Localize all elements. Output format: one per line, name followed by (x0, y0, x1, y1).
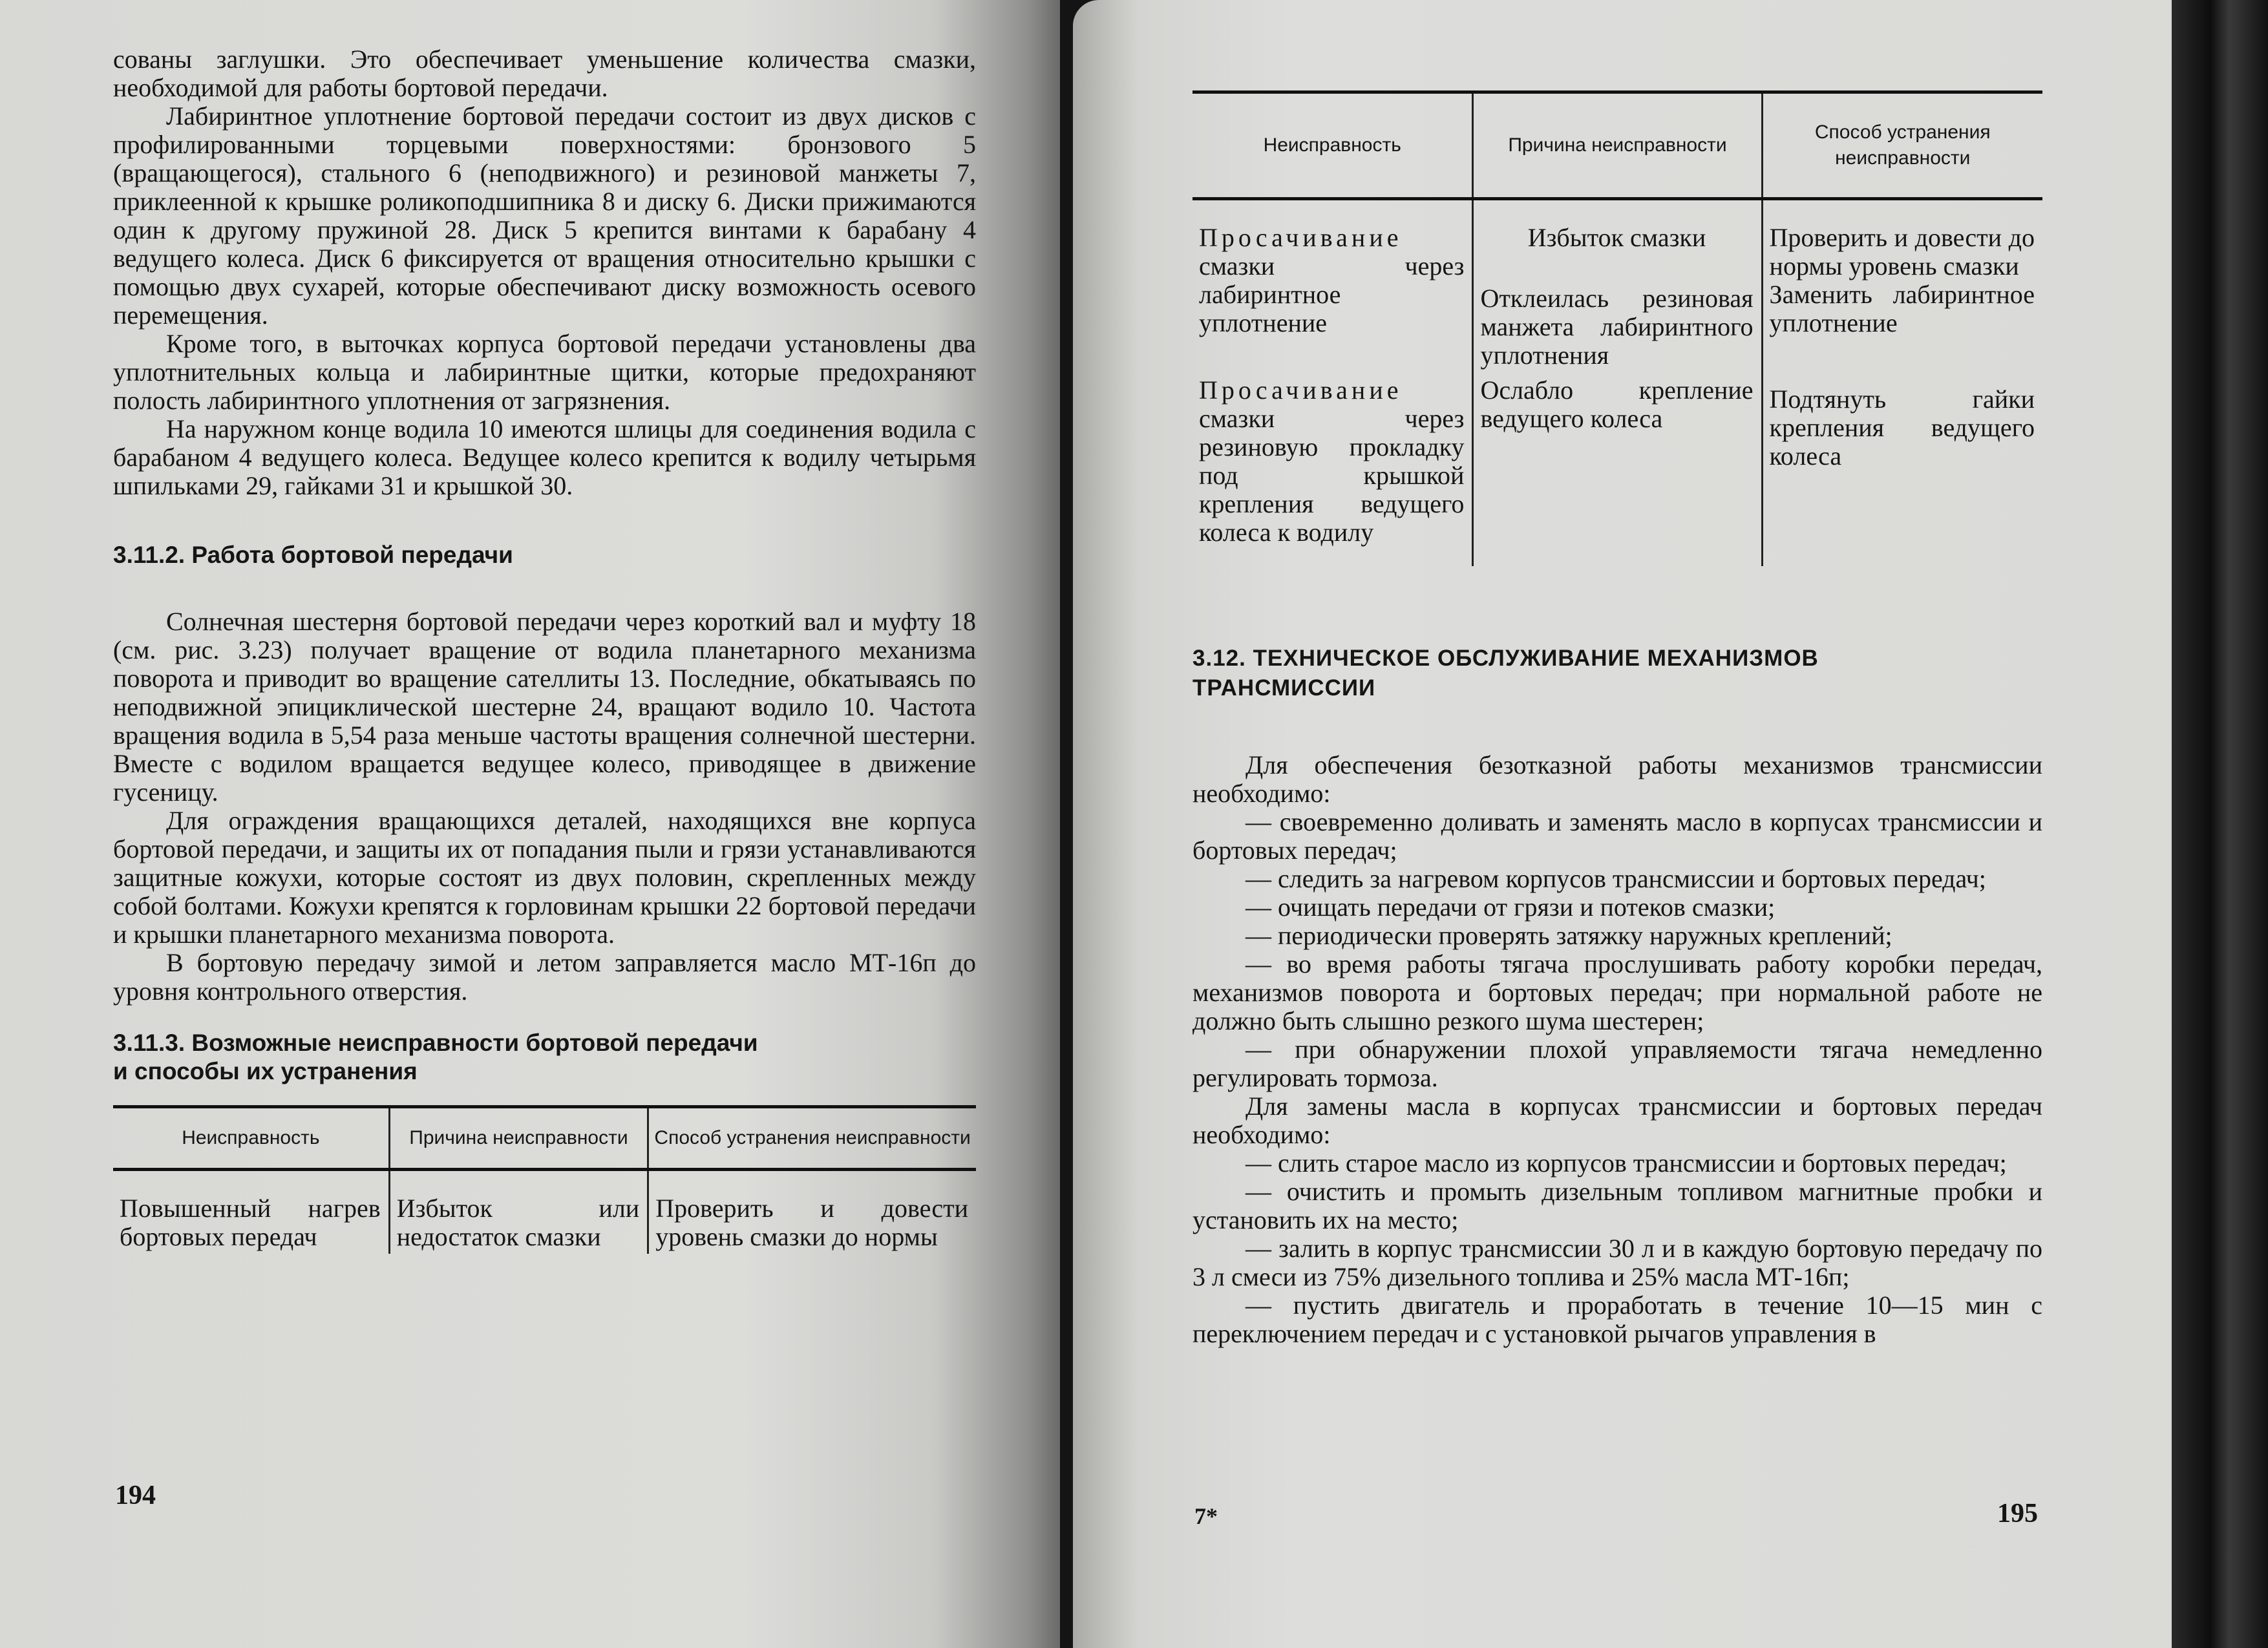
remedy-b: Заменить лабиринтное уплотнение (1769, 280, 2035, 337)
table-header-row (113, 1107, 976, 1170)
cell-remedy: Проверить и довести уровень смазки до нормы (648, 1170, 976, 1254)
signature-mark: 7* (1194, 1503, 1218, 1529)
list-item: — следить за нагревом корпусов трансмиссии и бортовых передач; (1245, 864, 1986, 893)
fault-rest: смазки через резиновую прокладку под крышкой крепления ведущего колеса к водилу (1199, 404, 1465, 547)
section-heading-3-11-3-line1: 3.11.3. Возможные неисправности бортовой передачи (113, 1030, 758, 1056)
remedy-a: Проверить и довести до нормы уровень смазки (1769, 223, 2035, 280)
table-header-row (1192, 92, 2042, 199)
faults-table-right (1192, 90, 2042, 566)
cell-cause (1473, 199, 1762, 373)
cell-cause: Ослабло крепление ведущего колеса (1473, 372, 1762, 566)
list-item: — во время работы тягача прослушивать работу коробки передач, механизмов поворота и бортовых передач; при нормальной работе не должно быть слышно резкого шума шестерен; (1192, 949, 2042, 1035)
list-item: — залить в корпус трансмиссии 30 л и в каждую бортовую передачу по 3 л смеси из 75% дизельного топлива и 25% масла МТ-16п; (1192, 1234, 2042, 1291)
table-row (1192, 372, 2042, 566)
section-heading-3-11-3-line2: и способы их устранения (113, 1058, 418, 1084)
paragraph-oil-filling: В бортовую передачу зимой и летом заправляется масло МТ-16п до уровня контрольного отверстия. (113, 948, 976, 1006)
section-heading-3-12 (1192, 644, 2042, 703)
paragraph-protective-covers: Для ограждения вращающихся деталей, находящихся вне корпуса бортовой передачи, и защиты их от попадания пыли и грязи устанавливаются защитные кожухи, которые состоят из двух половин, скрепленных между собой болтами. Кожухи крепятся к горловинам крышки 22 бортовой передачи и крышки планетарного механизма поворота. (113, 806, 976, 949)
table-row (1192, 199, 2042, 373)
paragraph-operation: Солнечная шестерня бортовой передачи через короткий вал и муфту 18 (см. рис. 3.23) получает вращение от водила планетарного механизма поворота и приводит во вращение сателлиты 13. Последние, обкатываясь по неподвижной эпициклической шестерне 24, вращают водило 10. Частота вращения водила в 5,54 раза меньше частоты вращения солнечной шестерни. Вместе с водилом вращается ведущее колесо, приводящее в движение гусеницу. (113, 607, 976, 807)
paragraph-oil-change-intro: Для замены масла в корпусах трансмиссии и бортовых передач необходимо: (1192, 1092, 2042, 1149)
left-page-text-column (113, 45, 976, 1254)
header-fault: Неисправность (113, 1107, 389, 1170)
paragraph-labyrinth-seal: Лабиринтное уплотнение бортовой передачи состоит из двух дисков с профилированными торцевыми поверхностями: бронзового 5 (вращающегося), стального 6 (неподвижного) и резиновой манжеты 7, приклеенной к крышке роликоподшипника 8 и диску 6. Диски прижимаются один к другому пружиной 28. Диск 5 крепится винтами к барабану 4 ведущего колеса. Диск 6 фиксируется от вращения относительно крышки с помощью двух сухарей, которые обеспечивают диску возможность осевого перемещения. (113, 101, 976, 330)
cell-remedy: Подтянуть гайки крепления ведущего колеса (1762, 372, 2042, 566)
paragraph-maintenance-intro: Для обеспечения безотказной работы механизмов трансмиссии необходимо: (1192, 750, 2042, 808)
cell-remedy (1762, 199, 2042, 373)
section-heading-3-11-2: 3.11.2. Работа бортовой передачи (113, 542, 513, 568)
fault-spaced-word: Просачивание (1199, 375, 1403, 405)
list-item: — своевременно доливать и заменять масло в корпусах трансмиссии и бортовых передач; (1192, 807, 2042, 865)
cell-fault (1192, 372, 1473, 566)
paragraph-sealing-rings: Кроме того, в выточках корпуса бортовой передачи установлены два уплотнительных кольца и лабиринтные щитки, которые предохраняют полость лабиринтного уплотнения от загрязнения. (113, 329, 976, 415)
list-item: — очищать передачи от грязи и потеков смазки; (1245, 893, 1775, 922)
paragraph-carrier-splines: На наружном конце водила 10 имеются шлицы для соединения водила с барабаном 4 ведущего колеса. Ведущее колесо крепится к водилу четырьмя шпильками 29, гайками 31 и крышкой 30. (113, 414, 976, 500)
header-fault: Неисправность (1192, 92, 1473, 199)
cell-fault (1192, 199, 1473, 373)
paragraph-continuation: сованы заглушки. Это обеспечивает уменьшение количества смазки, необходимой для работы бортовой передачи. (113, 45, 976, 102)
right-page (1073, 0, 2172, 1648)
cell-cause: Избыток или недостаток смазки (389, 1170, 648, 1254)
left-page (0, 0, 1060, 1648)
cell-fault: Повышенный нагрев бортовых передач (120, 1194, 381, 1251)
section-heading-3-12-line2: ТРАНСМИССИИ (1192, 675, 1376, 701)
page-number-right: 195 (1997, 1499, 2038, 1528)
list-item: — пустить двигатель и проработать в течение 10—15 мин с переключением передач и с установкой рычагов управления в (1192, 1291, 2042, 1348)
right-page-text-column (1192, 90, 2042, 1348)
header-cause: Причина неисправности (389, 1107, 648, 1170)
list-item: — периодически проверять затяжку наружных креплений; (1245, 921, 1892, 950)
cause-a: Избыток смазки (1527, 223, 1706, 252)
faults-table-left (113, 1105, 976, 1254)
section-heading-3-11-3 (113, 1029, 976, 1086)
section-heading-3-12-line1: 3.12. ТЕХНИЧЕСКОЕ ОБСЛУЖИВАНИЕ МЕХАНИЗМОВ (1192, 646, 1819, 671)
book-edge (2172, 0, 2268, 1648)
page-number-left: 194 (115, 1481, 156, 1510)
list-item: — при обнаружении плохой управляемости тягача немедленно регулировать тормоза. (1192, 1035, 2042, 1092)
header-remedy: Способ устранения неисправности (1762, 92, 2042, 199)
table-row (113, 1170, 976, 1254)
fault-spaced-word: Просачивание (1199, 223, 1403, 252)
header-cause: Причина неисправности (1473, 92, 1762, 199)
list-item: — очистить и промыть дизельным топливом магнитные пробки и установить их на место; (1192, 1177, 2042, 1234)
fault-rest: смазки через лабиринтное уплотнение (1199, 251, 1465, 337)
header-remedy: Способ устранения неисправности (648, 1107, 976, 1170)
list-item: — слить старое масло из корпусов трансмиссии и бортовых передач; (1245, 1148, 2007, 1178)
cause-b: Отклеилась резиновая манжета лабиринтного уплотнения (1480, 284, 1754, 370)
